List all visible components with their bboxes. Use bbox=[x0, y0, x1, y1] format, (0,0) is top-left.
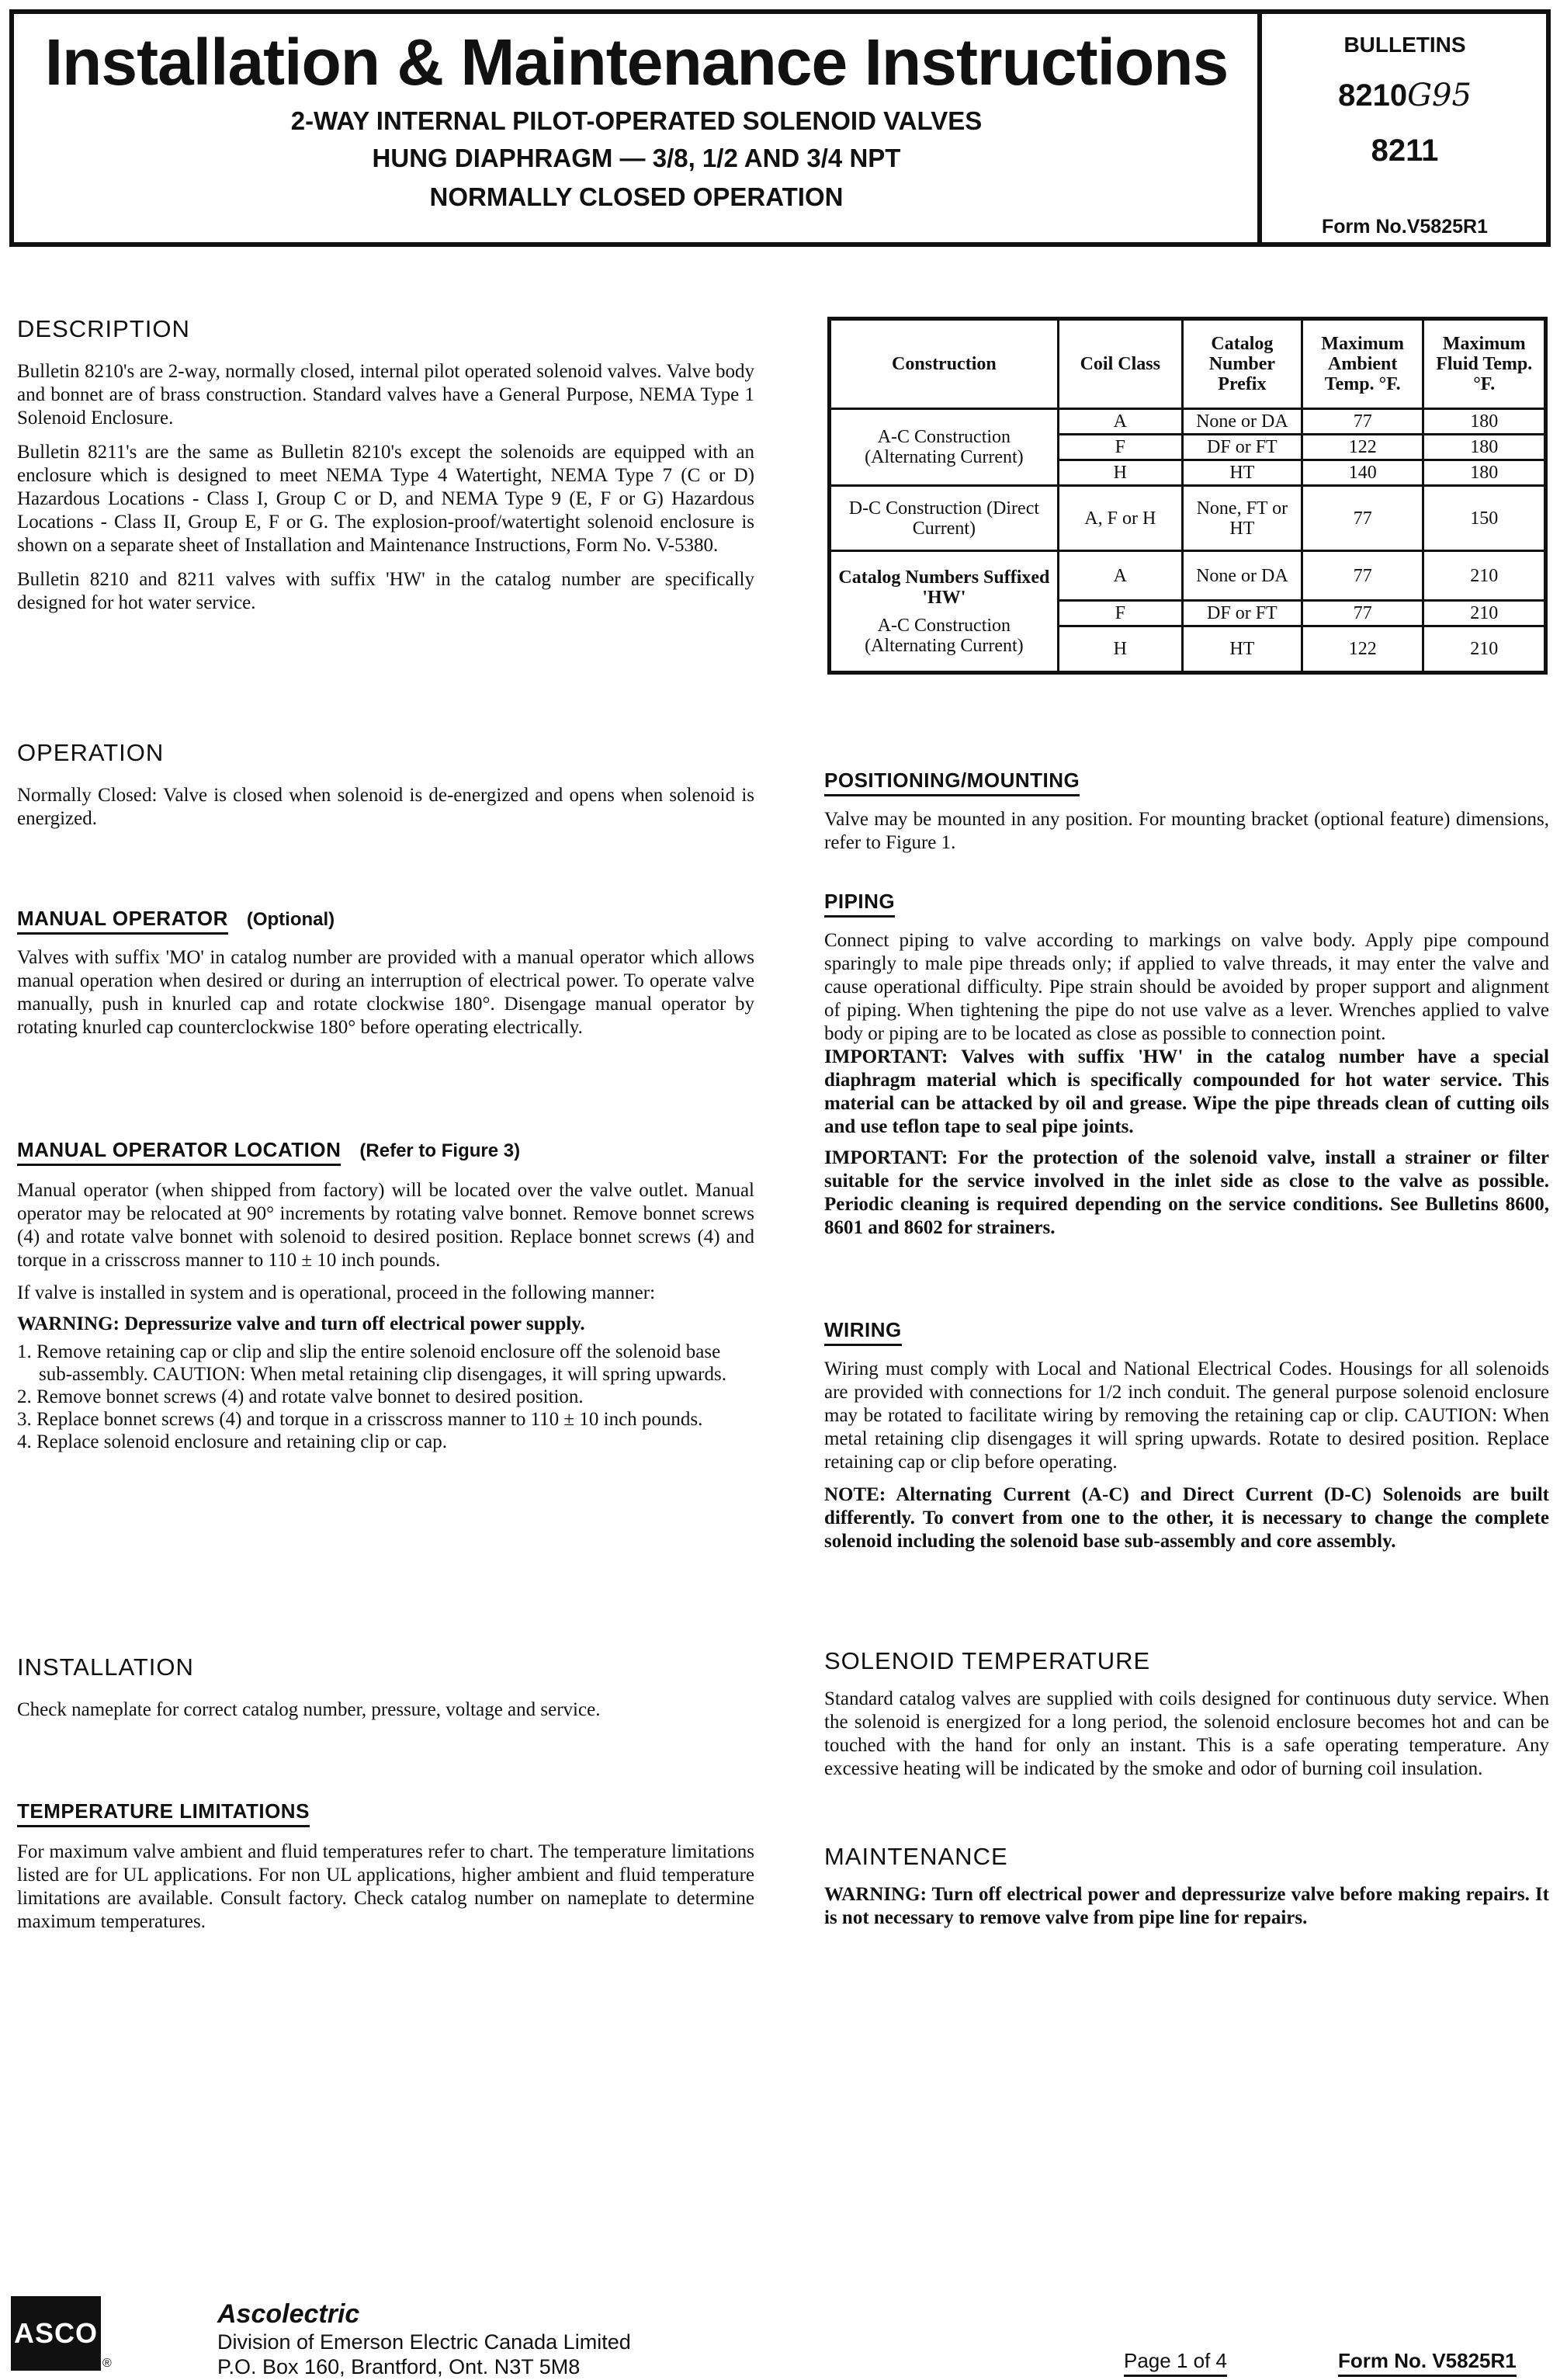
description-section bbox=[17, 315, 754, 615]
temperature-table bbox=[827, 317, 1548, 675]
operation-section bbox=[17, 739, 754, 831]
wiring-section bbox=[824, 1318, 1549, 1553]
wiring-heading-row bbox=[824, 1318, 1549, 1342]
bulletins-label: BULLETINS bbox=[1343, 33, 1466, 57]
group-dc: D-C Construction (Direct Current) bbox=[830, 486, 1059, 551]
manual-operator-section bbox=[17, 907, 754, 1039]
description-p1: Bulletin 8210's are 2-way, normally closed, internal pilot operated solenoid valves. Valve body and bonnet are of brass construction. Standard valves have a General Purpose, NEMA Type 1 Solenoid Enclosure. bbox=[17, 361, 754, 428]
solenoid-temperature-heading: SOLENOID TEMPERATURE bbox=[824, 1647, 1151, 1674]
cell-prefix: HT bbox=[1182, 626, 1302, 673]
cell-ambient: 77 bbox=[1302, 486, 1423, 551]
cell-prefix: HT bbox=[1182, 460, 1302, 486]
manual-operator-note: (Optional) bbox=[246, 909, 335, 930]
subtitle-line-3: NORMALLY CLOSED OPERATION bbox=[429, 182, 844, 211]
installation-section bbox=[17, 1653, 754, 1722]
manual-operator-location-note: (Refer to Figure 3) bbox=[359, 1140, 521, 1161]
wiring-p1: Wiring must comply with Local and National Electrical Codes. Housings for all solenoids are provided with connections for 1/2 inch conduit. The general purpose solenoid enclosure may be rotated to facilitate wiring by removing the retaining cap or clip. CAUTION: When metal retaining clip disengages it will spring upwards. Rotate to desired position. Replace retaining cap or clip before operating. bbox=[824, 1358, 1549, 1473]
piping-p1: Connect piping to valve according to markings on valve body. Apply pipe compound sparingly to male pipe threads only; if applied to valve threads, it may enter the valve and cause operational difficulty. Pipe strain should be avoided by proper support and alignment of piping. When tightening the pipe do not use valve as a lever. Wrenches applied to valve body or piping are to be located as close as possible to connection point. bbox=[824, 930, 1549, 1044]
wiring-heading: WIRING bbox=[824, 1318, 902, 1346]
cell-prefix: None, FT or HT bbox=[1182, 486, 1302, 551]
piping-important-2: IMPORTANT: For the protection of the solenoid valve, install a strainer or filter suitable for the service involved in the inlet side as close to the valve as possible. Periodic cleaning is required depending on the service conditions. See Bulletins 8600, 8601 and 8602 for strainers. bbox=[824, 1147, 1549, 1238]
operation-heading: OPERATION bbox=[17, 739, 165, 766]
positioning-heading: POSITIONING/MOUNTING bbox=[824, 768, 1080, 796]
manual-operator-heading-row bbox=[17, 907, 754, 931]
manual-operator-p1: Valves with suffix 'MO' in catalog number are provided with a manual operator which allows manual operation when desired or during an interruption of electrical power. To operate valve manually, push in knurled cap and rotate clockwise 180°. Disengage manual operator by rotating knurled cap counterclockwise 180° before operating electrically. bbox=[17, 947, 754, 1038]
maintenance-section bbox=[824, 1843, 1549, 1930]
footer-address: P.O. Box 160, Brantford, Ont. N3T 5M8 bbox=[217, 2355, 581, 2378]
description-p2: Bulletin 8211's are the same as Bulletin 8210's except the solenoids are equipped with an enclosure which is designed to meet NEMA Type 4 Watertight, NEMA Type 7 (C or D) Hazardous Locations - Class I, Group C or D, and NEMA Type 9 (E, F or G) Hazardous Locations - Class II, Group E, F or G. The explosion-proof/watertight solenoid enclosure is shown on a separate sheet of Installation and Maintenance Instructions, Form No. V-5380. bbox=[17, 442, 754, 556]
manual-operator-location-heading-row bbox=[17, 1138, 754, 1162]
cell-fluid: 210 bbox=[1423, 551, 1546, 601]
cell-fluid: 180 bbox=[1423, 409, 1546, 435]
mol-step-3: 3. Replace bonnet screws (4) and torque in a crisscross manner to 110 ± 10 inch pounds. bbox=[17, 1409, 703, 1430]
positioning-section bbox=[824, 768, 1549, 855]
cell-coil: A bbox=[1058, 409, 1182, 435]
footer-page-number: Page 1 of 4 bbox=[1124, 2349, 1227, 2377]
cell-ambient: 77 bbox=[1302, 601, 1423, 626]
registered-mark: ® bbox=[102, 2357, 112, 2370]
subtitle-line-1: 2-WAY INTERNAL PILOT-OPERATED SOLENOID VALVES bbox=[290, 106, 983, 135]
manual-operator-heading: MANUAL OPERATOR bbox=[17, 907, 228, 935]
mol-p2: If valve is installed in system and is operational, proceed in the following manner: bbox=[17, 1282, 656, 1303]
operation-p1: Normally Closed: Valve is closed when solenoid is de-energized and opens when solenoid is energized. bbox=[17, 785, 754, 829]
asco-logo: ASCO bbox=[11, 2296, 101, 2371]
maintenance-heading: MAINTENANCE bbox=[824, 1843, 1008, 1870]
th-construction: Construction bbox=[830, 319, 1059, 409]
mol-step-2: 2. Remove bonnet screws (4) and rotate valve bonnet to desired position. bbox=[17, 1386, 584, 1407]
description-heading: DESCRIPTION bbox=[17, 315, 190, 342]
solenoid-temperature-p1: Standard catalog valves are supplied with coils designed for continuous duty service. When the solenoid is energized for a long period, the solenoid enclosure becomes hot and can be touched with the hand for only an instant. This is a safe operating temperature. Any excessive heating will be indicated by the smoke and odor of burning coil insulation. bbox=[824, 1688, 1549, 1779]
table-row bbox=[830, 409, 1546, 435]
table-row bbox=[830, 486, 1546, 551]
footer-division: Division of Emerson Electric Canada Limited bbox=[217, 2330, 631, 2354]
temperature-limitations-heading-row bbox=[17, 1799, 754, 1823]
installation-p1: Check nameplate for correct catalog number, pressure, voltage and service. bbox=[17, 1699, 601, 1720]
bulletin-8210-number: 8210 bbox=[1338, 78, 1408, 113]
cell-prefix: DF or FT bbox=[1182, 601, 1302, 626]
temperature-limitations-p1: For maximum valve ambient and fluid temperatures refer to chart. The temperature limitations listed are for UL applications. For non UL applications, higher ambient and fluid temperature limitations are available. Consult factory. Check catalog number on nameplate to determine maximum temperatures. bbox=[17, 1841, 754, 1932]
cell-coil: A, F or H bbox=[1058, 486, 1182, 551]
cell-prefix: None or DA bbox=[1182, 409, 1302, 435]
header-form-number: Form No.V5825R1 bbox=[1322, 216, 1488, 238]
cell-coil: F bbox=[1058, 601, 1182, 626]
mol-p1: Manual operator (when shipped from factory) will be located over the valve outlet. Manual operator may be relocated at 90° increments by rotating valve bonnet. Remove bonnet screws (4) and rotate valve bonnet with solenoid to desired position. Replace bonnet screws (4) and torque in a crisscross manner to 110 ± 10 inch pounds. bbox=[17, 1180, 754, 1271]
piping-heading: PIPING bbox=[824, 890, 895, 918]
mol-steps bbox=[17, 1341, 754, 1453]
cell-ambient: 77 bbox=[1302, 551, 1423, 601]
cell-ambient: 122 bbox=[1302, 626, 1423, 673]
piping-section bbox=[824, 890, 1549, 1240]
table-header-row bbox=[830, 319, 1546, 409]
cell-coil: H bbox=[1058, 626, 1182, 673]
positioning-heading-row bbox=[824, 768, 1549, 793]
handwritten-annotation: G95 bbox=[1407, 78, 1472, 113]
positioning-p1: Valve may be mounted in any position. For mounting bracket (optional feature) dimensions, refer to Figure 1. bbox=[824, 809, 1549, 853]
th-coil-class: Coil Class bbox=[1058, 319, 1182, 409]
piping-important-1: IMPORTANT: Valves with suffix 'HW' in the catalog number have a special diaphragm material which is specifically compounded for hot water service. This material can be attacked by oil and grease. Wipe the pipe threads clean of cutting oils and use teflon tape to seal pipe joints. bbox=[824, 1046, 1549, 1137]
header-divider bbox=[1257, 9, 1262, 247]
cell-fluid: 210 bbox=[1423, 626, 1546, 673]
cell-fluid: 180 bbox=[1423, 435, 1546, 460]
cell-coil: H bbox=[1058, 460, 1182, 486]
maintenance-warning: WARNING: Turn off electrical power and depressurize valve before making repairs. It is not necessary to remove valve from pipe line for repairs. bbox=[824, 1884, 1549, 1928]
cell-coil: A bbox=[1058, 551, 1182, 601]
mol-step-4: 4. Replace solenoid enclosure and retaining clip or cap. bbox=[17, 1431, 447, 1452]
footer-company: Ascolectric bbox=[217, 2299, 360, 2329]
cell-coil: F bbox=[1058, 435, 1182, 460]
footer-form-number: Form No. V5825R1 bbox=[1338, 2349, 1517, 2377]
group-hw-sub: A-C Construction (Alternating Current) bbox=[865, 615, 1024, 656]
installation-heading: INSTALLATION bbox=[17, 1653, 194, 1681]
th-catalog-prefix: Catalog Number Prefix bbox=[1182, 319, 1302, 409]
group-hw bbox=[830, 551, 1059, 673]
solenoid-temperature-section bbox=[824, 1647, 1549, 1781]
cell-ambient: 140 bbox=[1302, 460, 1423, 486]
bulletin-8210 bbox=[1265, 78, 1544, 113]
group-ac: A-C Construction (Alternating Current) bbox=[830, 409, 1059, 486]
group-hw-title: Catalog Numbers Suffixed 'HW' bbox=[838, 567, 1050, 608]
temperature-limitations-section bbox=[17, 1799, 754, 1934]
description-p3: Bulletin 8210 and 8211 valves with suffix 'HW' in the catalog number are specifically designed for hot water service. bbox=[17, 569, 754, 613]
wiring-note: NOTE: Alternating Current (A-C) and Direct Current (D-C) Solenoids are built differently. To convert from one to the other, it is necessary to change the complete solenoid including the solenoid base sub-assembly and core assembly. bbox=[824, 1484, 1549, 1552]
piping-heading-row bbox=[824, 890, 1549, 914]
th-max-fluid: Maximum Fluid Temp. °F. bbox=[1423, 319, 1546, 409]
subtitle-line-2: HUNG DIAPHRAGM — 3/8, 1/2 AND 3/4 NPT bbox=[372, 144, 901, 172]
cell-ambient: 77 bbox=[1302, 409, 1423, 435]
cell-fluid: 180 bbox=[1423, 460, 1546, 486]
bulletin-8211: 8211 bbox=[1371, 134, 1439, 168]
cell-prefix: None or DA bbox=[1182, 551, 1302, 601]
mol-warning: WARNING: Depressurize valve and turn off electrical power supply. bbox=[17, 1313, 585, 1334]
th-max-ambient: Maximum Ambient Temp. °F. bbox=[1302, 319, 1423, 409]
mol-step-1: 1. Remove retaining cap or clip and slip the entire solenoid enclosure off the solenoid base sub-assembly. CAUTION: When metal retaining clip disengages, it will spring upwards. bbox=[17, 1341, 726, 1385]
manual-operator-location-heading: MANUAL OPERATOR LOCATION bbox=[17, 1138, 341, 1166]
table-row bbox=[830, 551, 1546, 601]
cell-ambient: 122 bbox=[1302, 435, 1423, 460]
cell-fluid: 150 bbox=[1423, 486, 1546, 551]
manual-operator-location-section bbox=[17, 1138, 754, 1453]
cell-prefix: DF or FT bbox=[1182, 435, 1302, 460]
cell-fluid: 210 bbox=[1423, 601, 1546, 626]
temperature-limitations-heading: TEMPERATURE LIMITATIONS bbox=[17, 1799, 310, 1827]
document-title: Installation & Maintenance Instructions bbox=[44, 26, 1229, 99]
